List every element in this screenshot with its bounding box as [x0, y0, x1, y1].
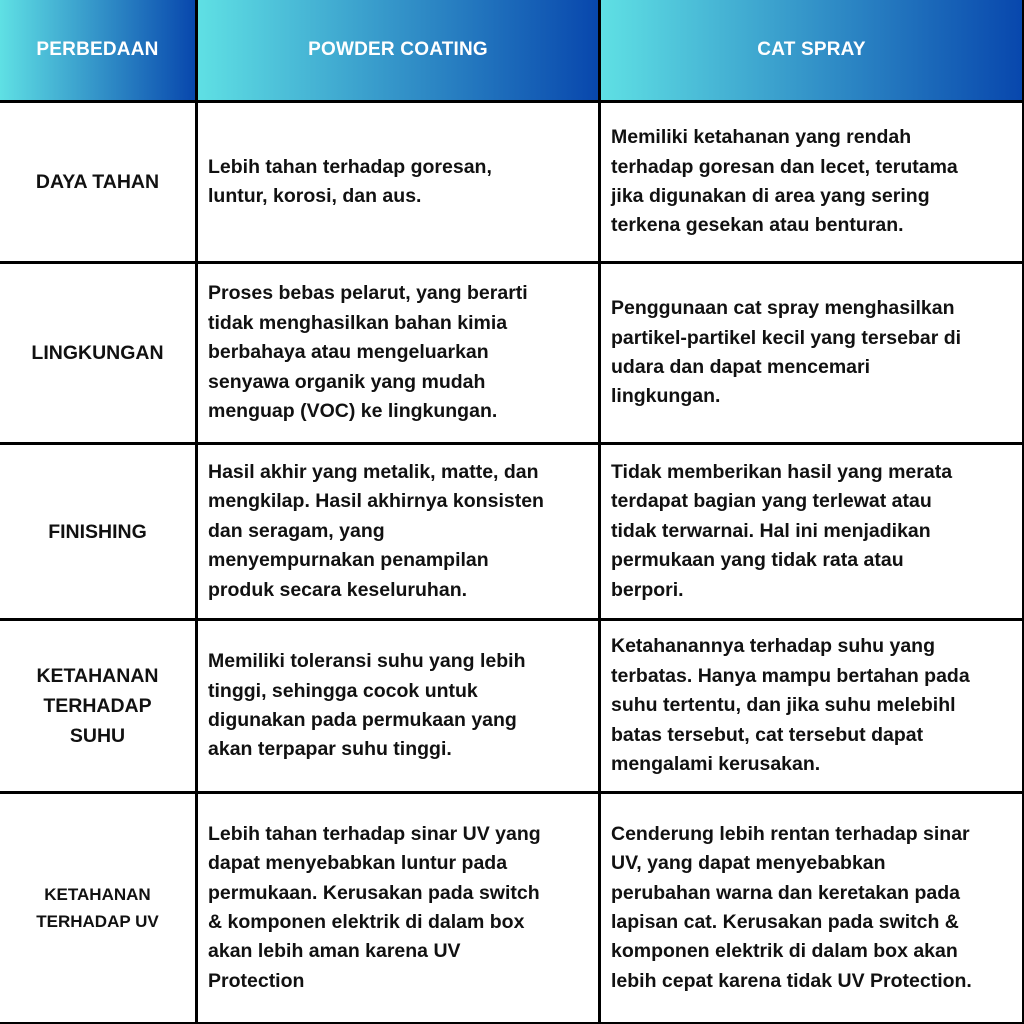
cell-text: Memiliki ketahanan yang rendah terhadap goresan dan lecet, terutama jika digunakan di area yang sering terkena gesekan atau benturan.: [611, 126, 958, 237]
cell-text: Tidak memberikan hasil yang merata terdapat bagian yang terlewat atau tidak terwarnai. Hal ini menjadikan permukaan yang tidak rata atau berpori.: [611, 460, 953, 601]
row-label: KETAHANAN TERHADAP UV: [36, 885, 159, 931]
row-label-ketahanan-suhu: [0, 621, 198, 794]
cell-text: Hasil akhir yang metalik, matte, dan mengkilap. Hasil akhirnya konsisten dan seragam, yang menyempurnakan penampilan produk secara keseluruhan.: [208, 460, 544, 601]
powder-coating-cell: [198, 103, 601, 264]
row-label-daya-tahan: [0, 103, 198, 264]
row-label-finishing: [0, 445, 198, 621]
row-label: DAYA TAHAN: [35, 171, 160, 193]
cell-text: Lebih tahan terhadap goresan, luntur, korosi, dan aus.: [208, 155, 492, 207]
powder-coating-cell: [198, 794, 601, 1024]
header-label: PERBEDAAN: [36, 39, 159, 60]
row-label: FINISHING: [48, 520, 147, 543]
cell-text: Lebih tahan terhadap sinar UV yang dapat menyebabkan luntur pada permukaan. Kerusakan pada switch & komponen elektrik di dalam box akan lebih aman karena UV Protection: [208, 822, 541, 992]
row-label-lingkungan: [0, 264, 198, 445]
header-label: POWDER COATING: [308, 39, 488, 60]
cat-spray-cell: [601, 103, 1024, 264]
cell-text: Cenderung lebih rentan terhadap sinar UV, yang dapat menyebabkan perubahan warna dan keretakan pada lapisan cat. Kerusakan pada switch & komponen elektrik di dalam box akan lebih cepat karena tidak UV Protection.: [611, 822, 972, 992]
row-label: KETAHANAN TERHADAP SUHU: [36, 665, 159, 747]
powder-coating-cell: [198, 621, 601, 794]
header-cell-perbedaan: [0, 0, 198, 103]
row-label-ketahanan-uv: [0, 794, 198, 1024]
cell-text: Proses bebas pelarut, yang berarti tidak menghasilkan bahan kimia berbahaya atau mengeluarkan senyawa organik yang mudah menguap (VOC) ke lingkungan.: [208, 282, 528, 423]
cell-text: Ketahanannya terhadap suhu yang terbatas. Hanya mampu bertahan pada suhu tertentu, dan jika suhu melebihl batas tersebut, cat tersebut dapat mengalami kerusakan.: [611, 635, 970, 776]
cat-spray-cell: [601, 621, 1024, 794]
cat-spray-cell: [601, 445, 1024, 621]
row-label: LINGKUNGAN: [31, 342, 164, 364]
cell-text: Memiliki toleransi suhu yang lebih tinggi, sehingga cocok untuk digunakan pada permukaan yang akan terpapar suhu tinggi.: [208, 650, 526, 761]
cat-spray-cell: [601, 264, 1024, 445]
header-cell-cat-spray: [601, 0, 1024, 103]
powder-coating-cell: [198, 264, 601, 445]
cat-spray-cell: [601, 794, 1024, 1024]
header-label: CAT SPRAY: [757, 39, 866, 60]
header-cell-powder-coating: [198, 0, 601, 103]
cell-text: Penggunaan cat spray menghasilkan partikel-partikel kecil yang tersebar di udara dan dapat mencemari lingkungan.: [611, 297, 962, 408]
powder-coating-cell: [198, 445, 601, 621]
